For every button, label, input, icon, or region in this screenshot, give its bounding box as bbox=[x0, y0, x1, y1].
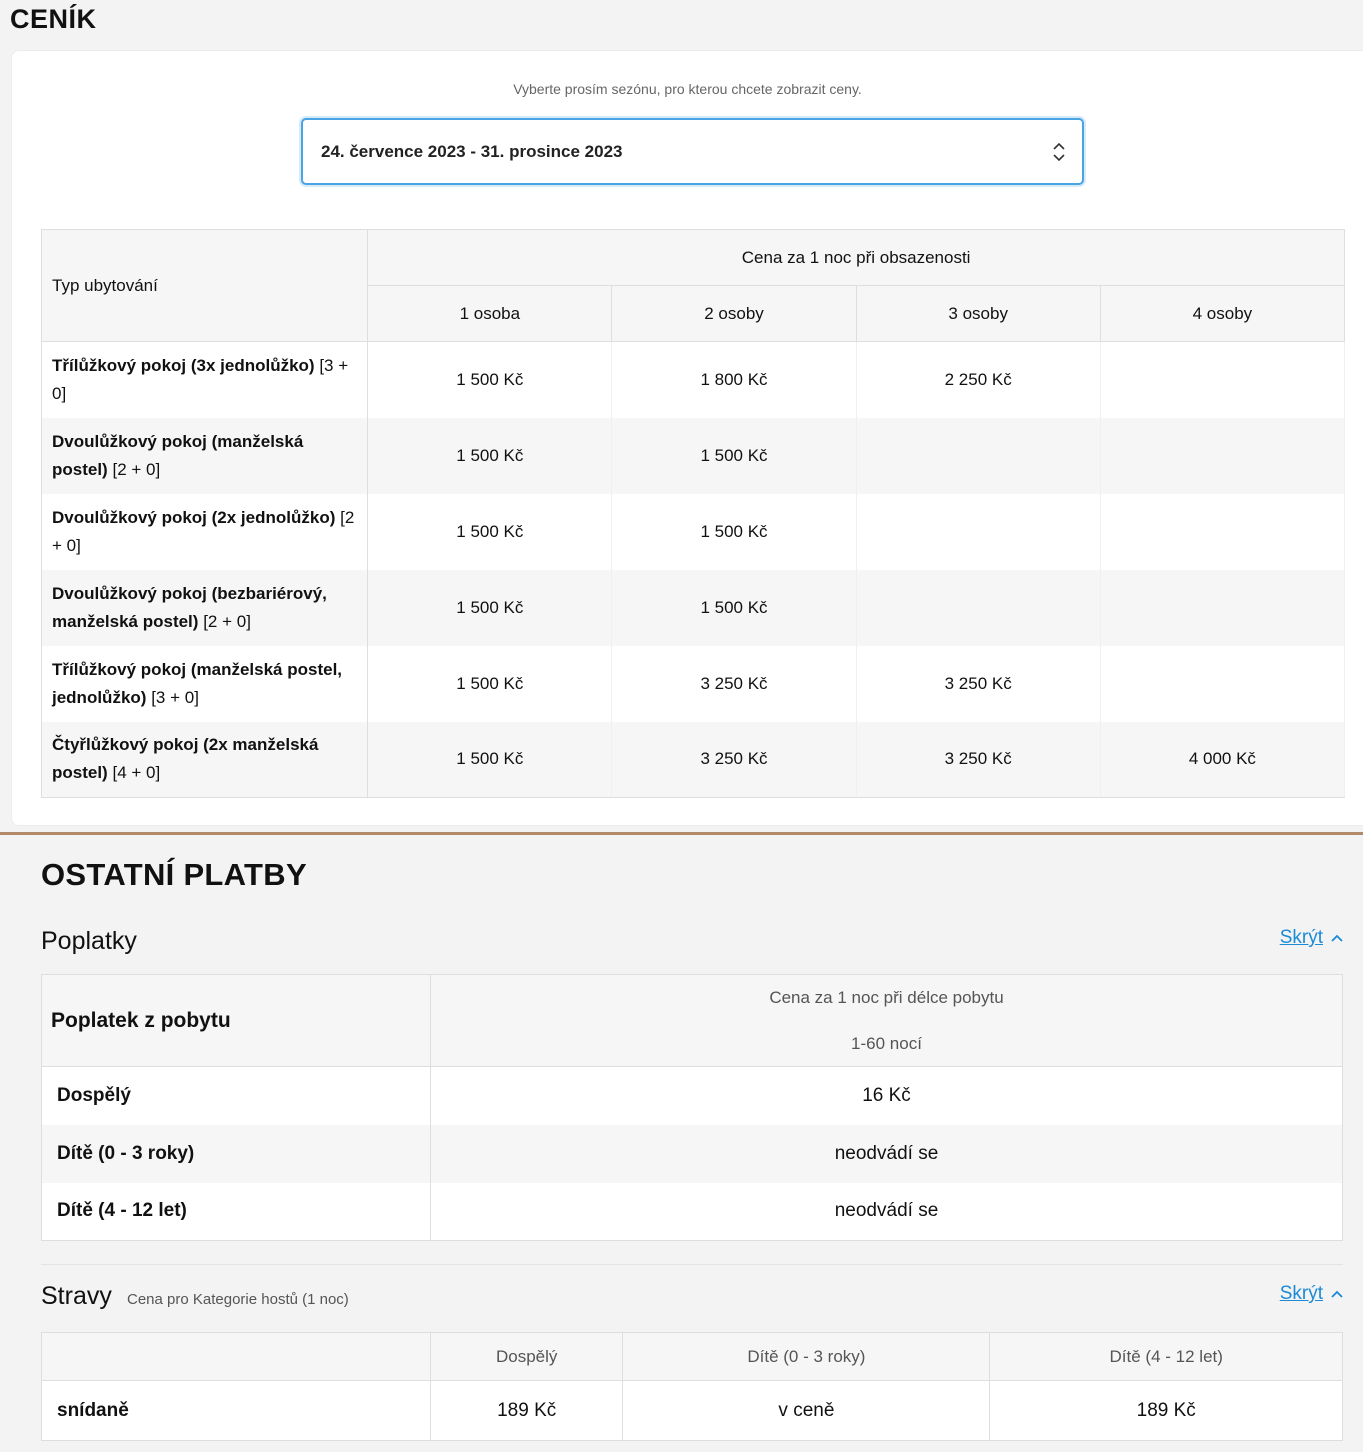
room-name: Dvoulůžkový pokoj (2x jednolůžko) bbox=[52, 507, 336, 527]
fees-hide-toggle[interactable] bbox=[1280, 927, 1343, 949]
chevron-up-icon bbox=[1331, 934, 1343, 942]
room-type bbox=[42, 646, 368, 722]
price-cell bbox=[1100, 342, 1344, 418]
season-hint: Vyberte prosím sezónu, pro kterou chcete zobrazit ceny. bbox=[513, 81, 862, 97]
price-cell: 1 500 Kč bbox=[612, 494, 856, 570]
table-row bbox=[42, 342, 1345, 418]
fee-value: neodvádí se bbox=[431, 1183, 1343, 1241]
price-cell: 1 500 Kč bbox=[368, 418, 612, 494]
column-header: 1 osoba bbox=[368, 286, 612, 342]
table-row bbox=[42, 418, 1345, 494]
meals-note: Cena pro Kategorie hostů (1 noc) bbox=[127, 1291, 349, 1308]
separator bbox=[41, 1264, 1343, 1265]
room-capacity: [3 + 0] bbox=[151, 687, 199, 707]
room-type bbox=[42, 722, 368, 798]
table-row bbox=[42, 570, 1345, 646]
column-header: 2 osoby bbox=[612, 286, 856, 342]
price-cell: 1 500 Kč bbox=[368, 342, 612, 418]
meals-table bbox=[41, 1332, 1343, 1441]
table-row bbox=[42, 1381, 1343, 1441]
room-type bbox=[42, 418, 368, 494]
room-name: Dvoulůžkový pokoj (manželská postel) bbox=[52, 431, 304, 479]
price-cell: 1 500 Kč bbox=[368, 722, 612, 798]
page-title: CENÍK bbox=[10, 4, 97, 34]
fee-header-line2: 1-60 nocí bbox=[851, 1033, 922, 1053]
occupancy-header: Cena za 1 noc při obsazenosti bbox=[368, 230, 1345, 286]
meal-price: v ceně bbox=[623, 1381, 990, 1441]
season-select[interactable] bbox=[301, 118, 1084, 185]
meal-name: snídaně bbox=[42, 1381, 431, 1441]
room-type bbox=[42, 494, 368, 570]
type-header: Typ ubytování bbox=[42, 230, 368, 342]
meal-header-blank bbox=[42, 1333, 431, 1381]
meal-column-header: Dítě (4 - 12 let) bbox=[990, 1333, 1343, 1381]
meals-title: Stravy bbox=[41, 1282, 112, 1310]
season-select-value: 24. července 2023 - 31. prosince 2023 bbox=[321, 141, 623, 161]
room-capacity: [2 + 0] bbox=[52, 507, 355, 555]
fee-category: Dospělý bbox=[42, 1067, 431, 1125]
table-row bbox=[42, 1067, 1343, 1125]
fee-table-name: Poplatek z pobytu bbox=[42, 975, 431, 1067]
price-cell bbox=[1100, 646, 1344, 722]
price-cell bbox=[856, 418, 1100, 494]
price-cell: 1 500 Kč bbox=[612, 570, 856, 646]
price-cell bbox=[856, 570, 1100, 646]
fee-value: neodvádí se bbox=[431, 1125, 1343, 1183]
section-divider bbox=[0, 832, 1363, 835]
price-cell: 3 250 Kč bbox=[612, 646, 856, 722]
meals-hide-label: Skrýt bbox=[1279, 1283, 1323, 1304]
room-type bbox=[42, 342, 368, 418]
table-row bbox=[42, 722, 1345, 798]
price-cell: 1 500 Kč bbox=[368, 570, 612, 646]
meal-column-header: Dítě (0 - 3 roky) bbox=[623, 1333, 990, 1381]
price-cell: 1 500 Kč bbox=[368, 494, 612, 570]
fee-category: Dítě (4 - 12 let) bbox=[42, 1183, 431, 1241]
room-name: Třílůžkový pokoj (3x jednolůžko) bbox=[52, 355, 315, 375]
price-cell bbox=[856, 494, 1100, 570]
meal-price: 189 Kč bbox=[990, 1381, 1343, 1441]
chevron-up-icon bbox=[1331, 1290, 1343, 1298]
price-cell bbox=[1100, 418, 1344, 494]
price-cell: 2 250 Kč bbox=[856, 342, 1100, 418]
room-name: Dvoulůžkový pokoj (bezbariérový, manželská postel) bbox=[52, 583, 327, 631]
price-cell: 1 800 Kč bbox=[612, 342, 856, 418]
room-capacity: [2 + 0] bbox=[203, 611, 251, 631]
price-cell: 3 250 Kč bbox=[612, 722, 856, 798]
price-cell: 3 250 Kč bbox=[856, 646, 1100, 722]
fee-header bbox=[431, 975, 1343, 1067]
table-row bbox=[42, 646, 1345, 722]
table-row bbox=[42, 1125, 1343, 1183]
column-header: 4 osoby bbox=[1100, 286, 1344, 342]
price-cell: 3 250 Kč bbox=[856, 722, 1100, 798]
price-cell: 4 000 Kč bbox=[1100, 722, 1344, 798]
price-cell bbox=[1100, 570, 1344, 646]
room-name: Třílůžkový pokoj (manželská postel, jednolůžko) bbox=[52, 659, 343, 707]
meal-price: 189 Kč bbox=[431, 1381, 623, 1441]
table-row bbox=[42, 494, 1345, 570]
room-capacity: [2 + 0] bbox=[112, 459, 161, 479]
fees-hide-label: Skrýt bbox=[1279, 927, 1323, 948]
fees-title: Poplatky bbox=[41, 927, 137, 955]
fee-category: Dítě (0 - 3 roky) bbox=[42, 1125, 431, 1183]
meal-column-header: Dospělý bbox=[431, 1333, 623, 1381]
meals-hide-toggle[interactable] bbox=[1280, 1283, 1343, 1305]
room-capacity: [4 + 0] bbox=[112, 763, 161, 783]
price-cell: 1 500 Kč bbox=[368, 646, 612, 722]
table-row bbox=[42, 1183, 1343, 1241]
other-payments-title: OSTATNÍ PLATBY bbox=[41, 857, 307, 892]
pricing-card bbox=[11, 50, 1363, 826]
column-header: 3 osoby bbox=[856, 286, 1100, 342]
price-cell: 1 500 Kč bbox=[612, 418, 856, 494]
room-type bbox=[42, 570, 368, 646]
price-table bbox=[41, 229, 1345, 798]
room-name: Čtyřlůžkový pokoj (2x manželská postel) bbox=[52, 735, 319, 783]
fee-header-line1: Cena za 1 noc při délce pobytu bbox=[769, 987, 1004, 1007]
fees-table bbox=[41, 974, 1343, 1241]
price-cell bbox=[1100, 494, 1344, 570]
fee-value: 16 Kč bbox=[431, 1067, 1343, 1125]
room-capacity: [3 + 0] bbox=[52, 355, 349, 403]
updown-icon bbox=[1052, 141, 1066, 163]
